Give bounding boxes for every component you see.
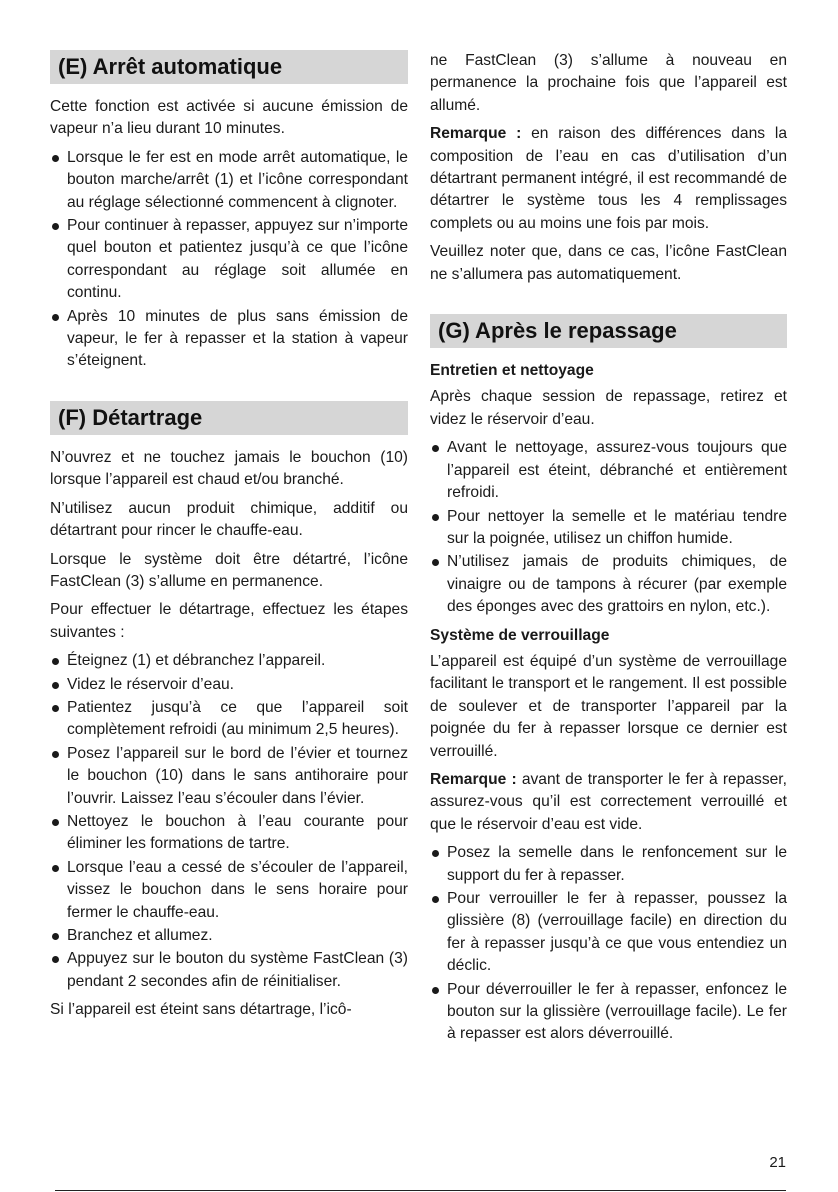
list-item: Videz le réservoir d’eau. <box>50 674 408 696</box>
list-item: Posez la semelle dans le renfoncement sur le support du fer à repasser. <box>430 842 787 887</box>
list-item: N’utilisez jamais de produits chimiques, de vinaigre ou de tampons à récurer (par exemple des éponges avec des grattoirs en nylon, etc.). <box>430 551 787 618</box>
list-item: Lorsque l’eau a cessé de s’écouler de l’appareil, vissez le bouchon dans le sens horaire pour fermer le chauffe-eau. <box>50 857 408 924</box>
list-item: Appuyez sur le bouton du système FastClean (3) pendant 2 secondes afin de réinitialiser. <box>50 948 408 993</box>
section-e-bullets <box>50 147 408 373</box>
section-f-closing: Si l’appareil est éteint sans détartrage, l’icô- <box>50 1001 352 1019</box>
subheading-locking-system: Système de verrouillage <box>430 626 610 644</box>
locking-intro: L’appareil est équipé d’un système de verrouillage facilitant le transport et le rangement. Il est possible de soulever et de transporter l’appareil par la poignée du fer à repasser lorsque ce dernier est verrouillé. <box>430 652 787 760</box>
list-item: Pour continuer à repasser, appuyez sur n’importe quel bouton et patientez jusqu’à ce que l’icône correspondant au réglage soit allumée en continu. <box>50 215 408 305</box>
right-column <box>430 50 787 1052</box>
section-e-intro: Cette fonction est activée si aucune émission de vapeur n’a lieu durant 10 minutes. <box>50 98 408 138</box>
footer-divider <box>55 1190 786 1191</box>
list-item: Après 10 minutes de plus sans émission de vapeur, le fer à repasser et la station à vapeur s’éteignent. <box>50 306 408 373</box>
continuation-paragraph: ne FastClean (3) s’allume à nouveau en permanence la prochaine fois que l’appareil est allumé. <box>430 52 787 114</box>
list-item: Lorsque le fer est en mode arrêt automatique, le bouton marche/arrêt (1) et l’icône correspondant au réglage sélectionné commencent à clignoter. <box>50 147 408 214</box>
note-paragraph: Veuillez noter que, dans ce cas, l’icône FastClean ne s’allumera pas automatiquement. <box>430 243 787 283</box>
maintenance-intro: Après chaque session de repassage, retirez et videz le réservoir d’eau. <box>430 388 787 428</box>
list-item: Pour nettoyer la semelle et le matériau tendre sur la poignée, utilisez un chiffon humide. <box>430 506 787 551</box>
section-e-heading: (E) Arrêt automatique <box>50 50 408 84</box>
left-column <box>50 50 408 1028</box>
list-item: Nettoyez le bouchon à l’eau courante pour éliminer les formations de tartre. <box>50 811 408 856</box>
section-f-paragraph: N’utilisez aucun produit chimique, additif ou détartrant pour rincer le chauffe-eau. <box>50 499 408 540</box>
list-item: Pour verrouiller le fer à repasser, poussez la glissière (8) (verrouillage facile) en direction du fer à repasser jusqu’à ce que vous entendiez un déclic. <box>430 888 787 978</box>
remark-text: avant de transporter le fer à repasser, assurez-vous qu’il est correctement verrouillé et que le réservoir d’eau est vide. <box>430 770 787 833</box>
remark-text: en raison des différences dans la composition de l’eau en cas d’utilisation d’un détartrant permanent intégré, il est recommandé de détartrer le système tous les 4 remplissages complets ou au moins une fois par mois. <box>430 125 787 232</box>
list-item: Patientez jusqu’à ce que l’appareil soit complètement refroidi (au minimum 2,5 heures). <box>50 697 408 742</box>
remark-label: Remarque : <box>430 770 517 788</box>
section-f-bullets <box>50 650 408 993</box>
list-item: Branchez et allumez. <box>50 925 408 947</box>
section-g-heading: (G) Après le repassage <box>430 314 787 348</box>
subheading-maintenance: Entretien et nettoyage <box>430 362 594 380</box>
list-item: Avant le nettoyage, assurez-vous toujours que l’appareil est éteint, débranché et entièrement refroidi. <box>430 437 787 504</box>
maintenance-bullets <box>430 437 787 618</box>
list-item: Posez l’appareil sur le bord de l’évier et tournez le bouchon (10) dans le sans antihoraire pour l’ouvrir. Laissez l’eau s’écouler dans l’évier. <box>50 743 408 810</box>
list-item: Pour déverrouiller le fer à repasser, enfoncez le bouton sur la glissière (verrouillage facile). Le fer à repasser est alors déverrouillé. <box>430 979 787 1046</box>
remark-paragraph <box>430 123 787 235</box>
section-f-paragraph: Lorsque le système doit être détartré, l’icône FastClean (3) s’allume en permanence. <box>50 550 408 590</box>
section-f-paragraph: Pour effectuer le détartrage, effectuez les étapes suivantes : <box>50 601 408 641</box>
section-f-paragraph: N’ouvrez et ne touchez jamais le bouchon (10) lorsque l’appareil est chaud et/ou branché. <box>50 448 408 489</box>
remark-label: Remarque : <box>430 125 522 143</box>
page-number: 21 <box>769 1154 786 1171</box>
locking-bullets <box>430 842 787 1046</box>
remark-paragraph <box>430 769 787 836</box>
list-item: Éteignez (1) et débranchez l’appareil. <box>50 650 408 672</box>
section-f-heading: (F) Détartrage <box>50 401 408 435</box>
